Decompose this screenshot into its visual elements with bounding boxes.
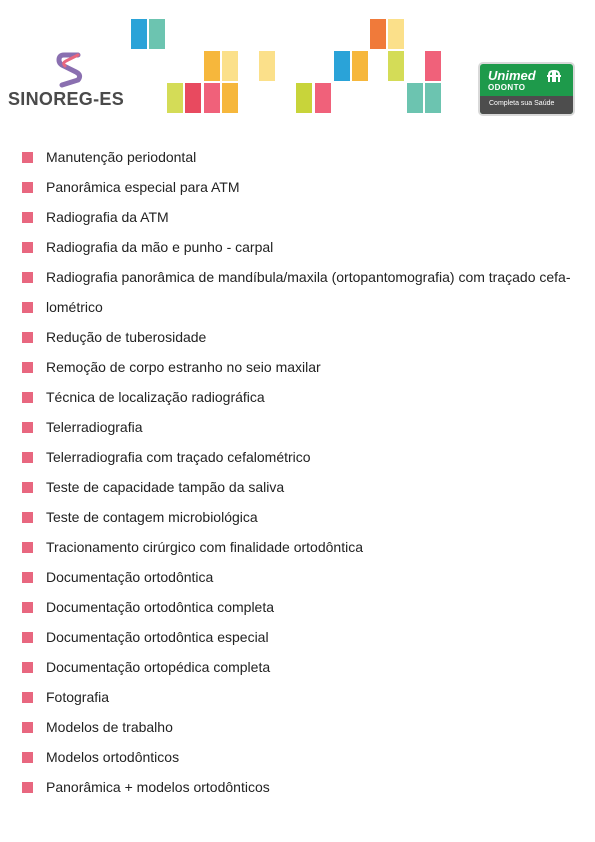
bullet-square-icon: [22, 212, 33, 223]
procedure-name: Técnica de localização radiográfica: [46, 389, 265, 405]
list-item: [22, 532, 582, 562]
procedure-name: Tracionamento cirúrgico com finalidade ortodôntica: [46, 539, 363, 555]
bullet-square-icon: [22, 422, 33, 433]
decor-block: [185, 83, 201, 113]
procedure-name: Modelos ortodônticos: [46, 749, 180, 765]
bullet-square-icon: [22, 482, 33, 493]
list-item: [22, 322, 582, 352]
list-item: [22, 172, 582, 202]
decor-block: [222, 83, 238, 113]
decor-block: [334, 51, 350, 81]
procedure-name: Documentação ortopédica completa: [46, 659, 271, 675]
decor-block: [388, 19, 404, 49]
decor-block: [259, 51, 275, 81]
list-item: [22, 262, 582, 292]
list-item: [22, 352, 582, 382]
list-item: [22, 202, 582, 232]
bullet-square-icon: [22, 242, 33, 253]
bullet-square-icon: [22, 452, 33, 463]
bullet-square-icon: [22, 332, 33, 343]
unimed-tagline-bar: [480, 96, 573, 114]
procedure-name: Radiografia panorâmica de mandíbula/maxila (ortopantomografia) com traçado cefa-: [46, 269, 571, 285]
bullet-square-icon: [22, 632, 33, 643]
procedure-name: Panorâmica especial para ATM: [46, 179, 240, 195]
bullet-square-icon: [22, 572, 33, 583]
decor-block: [315, 83, 331, 113]
unimed-odonto-logo: [478, 62, 575, 116]
procedure-list: [22, 142, 582, 802]
bullet-square-icon: [22, 602, 33, 613]
procedure-name: Teste de capacidade tampão da saliva: [46, 479, 285, 495]
procedure-name: Radiografia da mão e punho - carpal: [46, 239, 274, 255]
procedure-name: Telerradiografia: [46, 419, 143, 435]
decor-block: [204, 83, 220, 113]
bullet-square-icon: [22, 662, 33, 673]
list-item: [22, 412, 582, 442]
decor-block: [149, 19, 165, 49]
list-item: [22, 652, 582, 682]
decor-block: [407, 83, 423, 113]
sinoreg-logo-text: SINOREG-ES: [8, 89, 125, 109]
procedure-name: Manutenção periodontal: [46, 149, 197, 165]
procedure-name: Telerradiografia com traçado cefalométrico: [46, 449, 311, 465]
list-item: [22, 232, 582, 262]
unimed-odonto-text: ODONTO: [488, 83, 526, 92]
list-item: [22, 442, 582, 472]
decor-block: [370, 19, 386, 49]
procedure-name: Remoção de corpo estranho no seio maxilar: [46, 359, 321, 375]
list-item: [22, 382, 582, 412]
decor-block: [388, 51, 404, 81]
bullet-square-icon: [22, 782, 33, 793]
list-item: [22, 712, 582, 742]
bullet-square-icon: [22, 692, 33, 703]
list-item: [22, 682, 582, 712]
unimed-tagline: Completa sua Saúde: [489, 100, 555, 107]
procedure-name: lométrico: [46, 299, 103, 315]
bullet-square-icon: [22, 302, 33, 313]
list-item: [22, 592, 582, 622]
list-item: [22, 502, 582, 532]
bullet-square-icon: [22, 542, 33, 553]
decor-block: [222, 51, 238, 81]
list-item: [22, 622, 582, 652]
bullet-square-icon: [22, 392, 33, 403]
decor-block: [296, 83, 312, 113]
bullet-square-icon: [22, 362, 33, 373]
decor-block: [204, 51, 220, 81]
bullet-square-icon: [22, 182, 33, 193]
unimed-tree-icon: [546, 69, 562, 83]
unimed-brand-text: Unimed: [488, 68, 536, 83]
list-item: [22, 742, 582, 772]
procedure-name: Documentação ortodôntica: [46, 569, 214, 585]
procedure-name: Fotografia: [46, 689, 110, 705]
bullet-square-icon: [22, 512, 33, 523]
decor-block: [167, 83, 183, 113]
procedure-name: Redução de tuberosidade: [46, 329, 207, 345]
bullet-square-icon: [22, 722, 33, 733]
procedure-name: Documentação ortodôntica completa: [46, 599, 275, 615]
decor-block: [425, 51, 441, 81]
bullet-square-icon: [22, 752, 33, 763]
decor-block: [352, 51, 368, 81]
bullet-square-icon: [22, 272, 33, 283]
procedure-name: Documentação ortodôntica especial: [46, 629, 269, 645]
list-item: [22, 472, 582, 502]
procedure-name: Radiografia da ATM: [46, 209, 169, 225]
procedure-name: Panorâmica + modelos ortodônticos: [46, 779, 270, 795]
page-header: [0, 0, 595, 130]
list-item: [22, 292, 582, 322]
bullet-square-icon: [22, 152, 33, 163]
procedure-name: Modelos de trabalho: [46, 719, 173, 735]
list-item: [22, 142, 582, 172]
list-item: [22, 772, 582, 802]
decor-block: [425, 83, 441, 113]
procedure-name: Teste de contagem microbiológica: [46, 509, 258, 525]
list-item: [22, 562, 582, 592]
decor-block: [131, 19, 147, 49]
